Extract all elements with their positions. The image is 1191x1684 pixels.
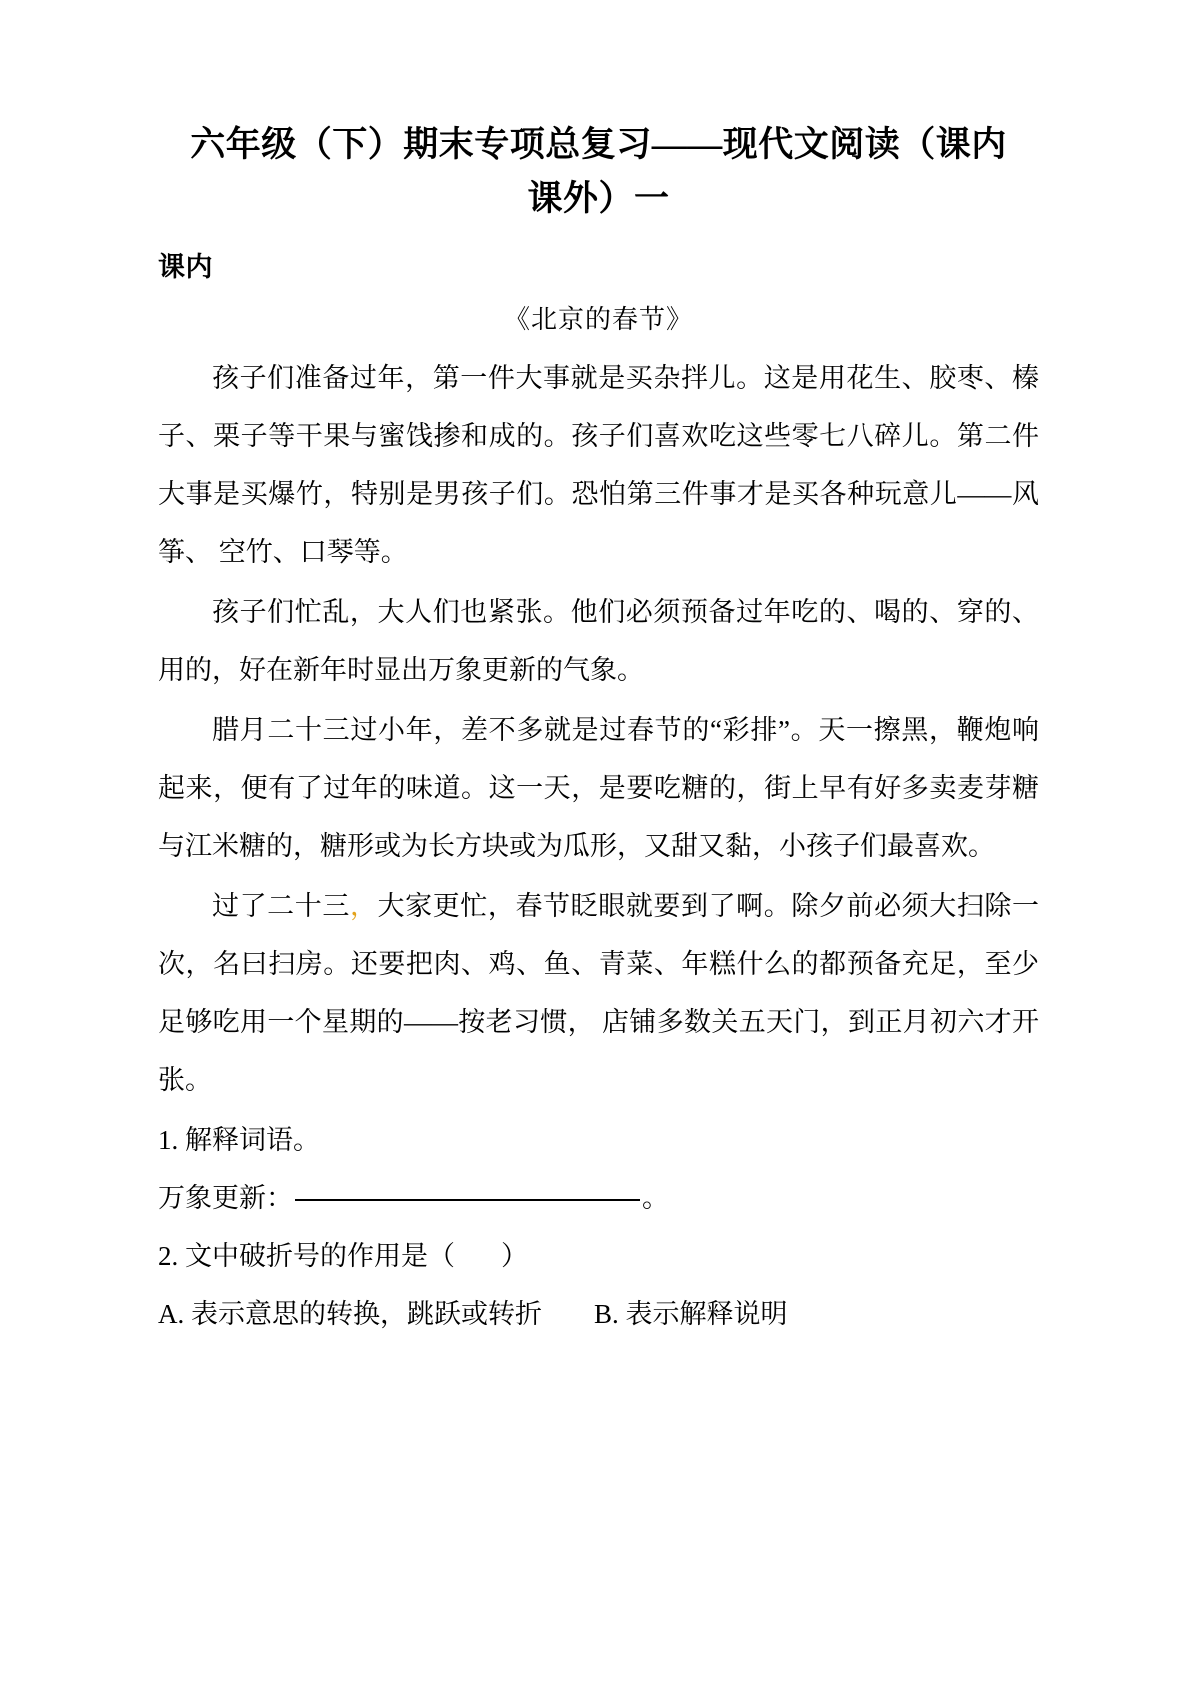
- question-2-prefix: 2. 文中破折号的作用是（: [158, 1240, 455, 1271]
- question-2-option-a[interactable]: A. 表示意思的转换，跳跃或转折: [158, 1298, 542, 1329]
- question-2-options-row: [158, 1285, 1039, 1343]
- section-heading-in-class: 课内: [158, 251, 213, 282]
- paragraph-4-part-1: 过了二十三: [212, 890, 350, 921]
- question-2: [158, 1227, 1039, 1285]
- question-1-term-label: 万象更新：: [158, 1182, 293, 1213]
- question-1-period: 。: [642, 1182, 669, 1213]
- question-1: 1. 解释词语。: [158, 1124, 320, 1155]
- body-paragraph-2: 孩子们忙乱，大人们也紧张。他们必须预备过年吃的、喝的、穿的、用的，好在新年时显出万象更新的气象。: [158, 596, 1039, 685]
- body-paragraph-1: 孩子们准备过年，第一件大事就是买杂拌儿。这是用花生、胶枣、榛子、栗子等干果与蜜饯掺和成的。孩子们喜欢吃这些零七八碎儿。第二件大事是买爆竹，特别是男孩子们。恐怕第三件事才是买各种玩意儿——风筝、 空竹、口琴等。: [158, 362, 1039, 567]
- page-title-line-1: 六年级（下）期末专项总复习——现代文阅读（课内: [190, 125, 1007, 164]
- highlighted-comma: ，: [349, 890, 378, 921]
- page-title-line-2: 课外）一: [527, 179, 670, 219]
- question-2-option-b[interactable]: B. 表示解释说明: [594, 1298, 788, 1329]
- body-paragraph-4: [158, 877, 1039, 1109]
- answer-blank-line[interactable]: [295, 1198, 640, 1201]
- paragraph-4-part-2: 大家更忙，春节眨眼就要到了啊。除夕前必须大扫除一次，名曰扫房。还要把肉、鸡、鱼、青菜、年糕什么的都预备充足，至少足够吃用一个星期的——按老习惯， 店铺多数关五天门，到正月初六才开张。: [158, 890, 1040, 1095]
- question-1-answer-row: [158, 1169, 1039, 1227]
- article-title: 《北京的春节》: [503, 305, 693, 334]
- question-2-suffix: ）: [501, 1240, 528, 1271]
- page-title: [158, 118, 1039, 227]
- body-paragraph-3: 腊月二十三过小年，差不多就是过春节的“彩排”。天一擦黑，鞭炮响起来，便有了过年的味道。这一天，是要吃糖的，街上早有好多卖麦芽糖与江米糖的，糖形或为长方块或为瓜形，又甜又黏，小孩子们最喜欢。: [158, 714, 1039, 861]
